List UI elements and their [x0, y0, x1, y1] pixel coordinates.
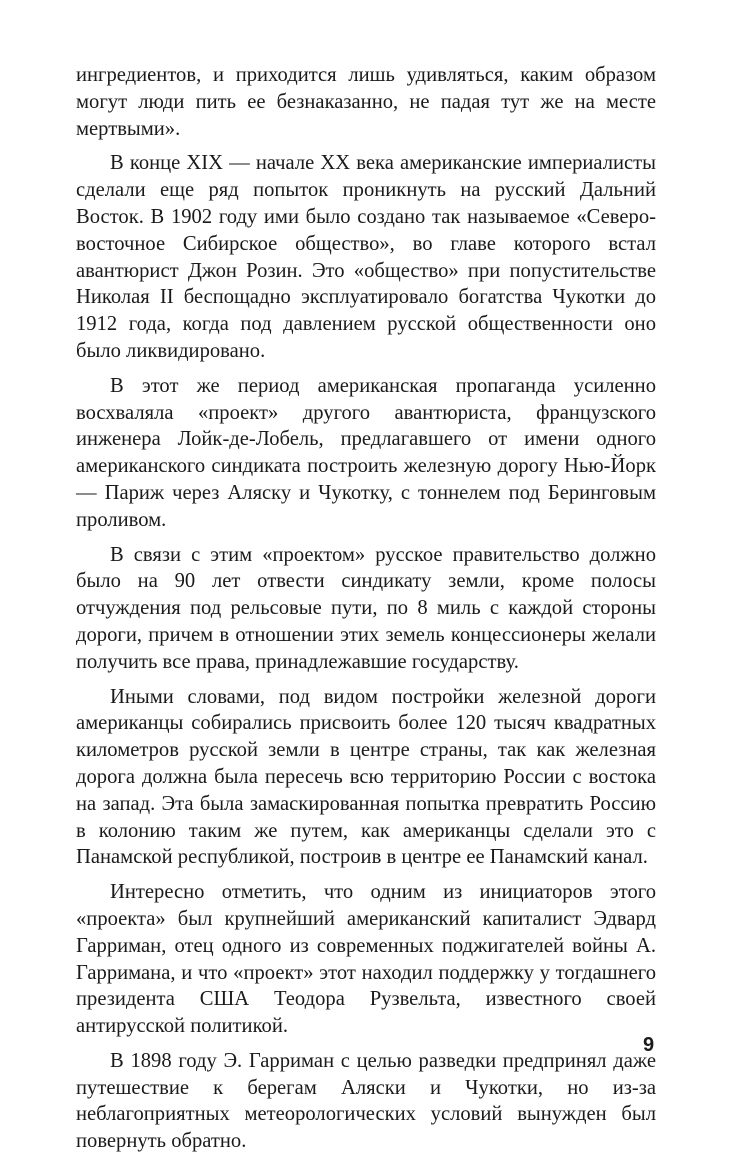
paragraph-northeast-siberian-society: В конце XIX — начале XX века американские империалисты сделали еще ряд попыток проникнуть на русский Дальний Восток. В 1902 году ими было создано так называемое «Северо-восточное Сибирское общество», во главе которого встал авантюрист Джон Розин. Это «общество» при попустительстве Николая II беспощадно эксплуатировало богатства Чукотки до 1912 года, когда под давлением русской общественности оно было ликвидировано. — [76, 152, 656, 362]
paragraph-harriman-expedition: В 1898 году Э. Гарриман с целью разведки предпринял даже путешествие к берегам Аляски и Чукотки, но из-за неблагоприятных метеорологических условий вынужден был повернуть обратно. — [76, 1049, 656, 1153]
paragraph-colonization-attempt: Иными словами, под видом постройки железной дороги американцы собирались присвоить более 120 тысяч квадратных километров русской земли в центре страны, так как железная дорога должна была пересечь всю территорию России с востока на запад. Эта была замаскированная попытка превратить Россию в колонию таким же путем, как американцы сделали это с Панамской республикой, построив в центре ее Панамский канал. — [76, 685, 656, 869]
page-number: 9 — [643, 1034, 655, 1056]
paragraph-railway-project: В этот же период американская пропаганда усиленно восхваляла «проект» другого авантюриста, французского инженера Лойк-де-Лобель, предлагавшего от имени одного американского синдиката построить железную дорогу Нью-Йорк — Париж через Аляску и Чукотку, с тоннелем под Беринговым проливом. — [76, 374, 656, 531]
paragraph-harriman-initiator: Интересно отметить, что одним из инициаторов этого «проекта» был крупнейший американский капиталист Эдвард Гарриман, отец одного из современных поджигателей войны А. Гарримана, и что «проект» этот находил поддержку у тогдашнего президента США Теодора Рузвельта, известного своей антирусской политикой. — [76, 881, 656, 1038]
paragraph-land-concession: В связи с этим «проектом» русское правительство должно было на 90 лет отвести синдикату земли, кроме полосы отчуждения под рельсовые пути, по 8 миль с каждой стороны дороги, причем в отношении этих земель концессионеры желали получить все права, принадлежавшие государству. — [76, 543, 656, 673]
paragraph-continuation: ингредиентов, и приходится лишь удивляться, каким образом могут люди пить ее безнаказанно, не падая тут же на месте мертвыми». — [76, 64, 656, 140]
page-body — [76, 62, 656, 1163]
